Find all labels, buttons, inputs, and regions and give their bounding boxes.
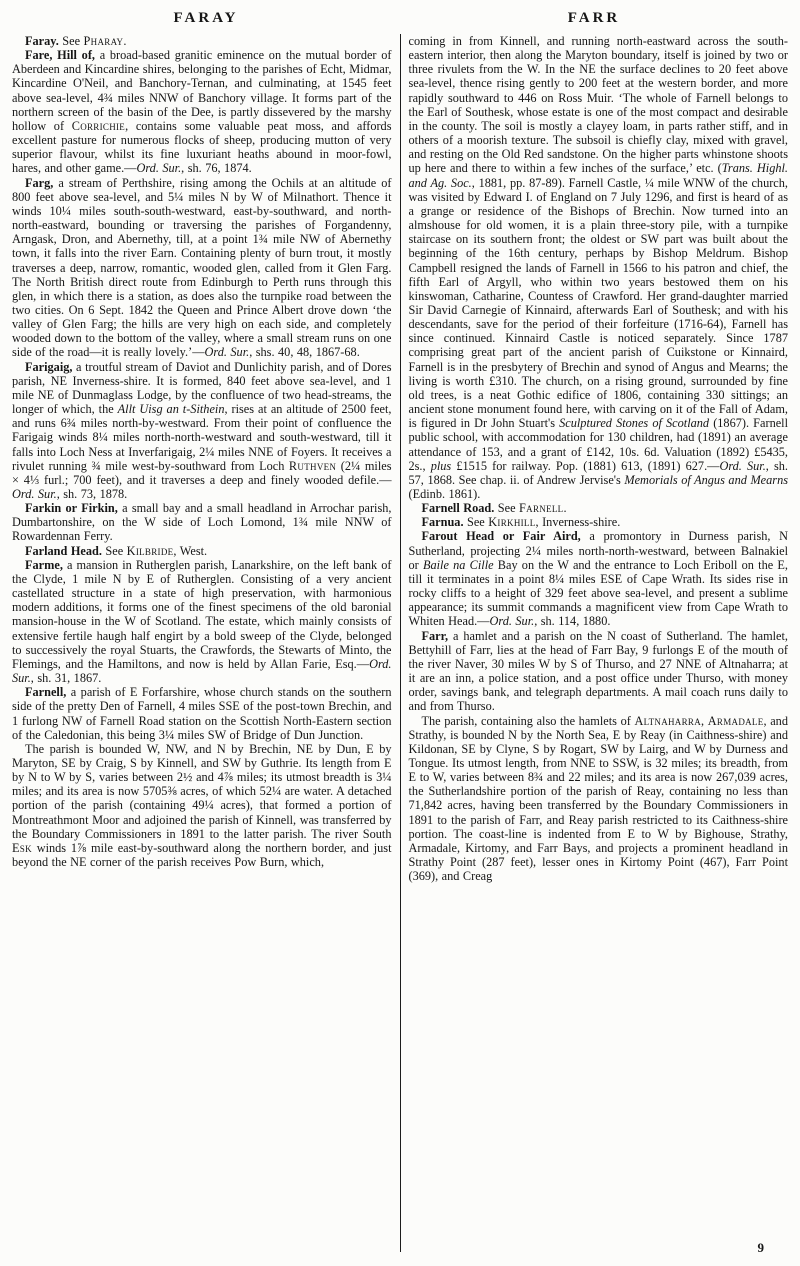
entry-paragraph: Farigaig, a troutful stream of Daviot and Dunlichity parish, and of Dores parish, NE Inverness-shire. It is formed, 840 feet above sea-level, and 1 mile NE of Dunmaglass Lodge, by the confluence of two head-streams, the longer of which, the Allt Uisg an t-Sithein, rises at an altitude of 2500 feet, and runs 6¾ miles north-by-westward. From their point of confluence the Farigaig winds 8¼ miles north-north-westward and south-westward, till it falls into Loch Ness at Inverfarigaig, 2¼ miles NNE of Foyers. It receives a rivulet running ¾ mile west-by-southward from Loch Ruthven (2¼ miles × 4⅓ furl.; 700 feet), and it traverses a deep and finely wooded defile.—Ord. Sur., sh. 73, 1878. bbox=[12, 359, 392, 501]
entry-paragraph: Farkin or Firkin, a small bay and a small headland in Arrochar parish, Dumbartonshire, on the W side of Loch Lomond, 1¾ mile NNW of Rowardennan Ferry. bbox=[12, 501, 392, 544]
entry-paragraph: Farland Head. See Kilbride, West. bbox=[25, 543, 208, 558]
entry-paragraph: coming in from Kinnell, and running north-eastward across the south-eastern interior, then along the Maryton boundary, itself is joined by two or three rivulets from the W. In the NE the surface declines to 20 feet above sea-level, thence rising gently to 200 feet at the western border, and more rapidly southward to 446 on Ross Muir. ‘The whole of Farnell belongs to the Earl of Southesk, whose estate is one of the most compact and desirable in the county. The soil is mostly a clayey loam, in parts rather stiff, and in others of a moorish texture. The subsoil is chiefly clay, mixed with gravel, and resting on the Old Red sandstone. On the higher parts whinstone shoots up here and there to within a few inches of the surface,’ etc. (Trans. Highl. and Ag. Soc., 1881, pp. 87-89). Farnell Castle, ¼ mile WNW of the church, was visited by Edward I. of England on 7 July 1296, and first is heard of as a grange or residence of the Bishops of Brechin. Now turned into an almshouse for old women, it is a plain three-story pile, with a turnpike staircase on its southern front; the oldest or SW part was built about the beginning of the 16th century, perhaps by Bishop Meldrum. Bishop Campbell resigned the lands of Farnell in 1566 to his patron and chief, the fifth Earl of Argyll, who within two years bestowed them on his kinswoman, Catharine, Countess of Crawford. Her grand-daughter married Sir David Carnegie of Kinnaird, afterwards Earl of Southesk; and with his descendants, save for the period of their forfeiture (1716-64), Farnell has since continued. Kinnaird Castle is noticed separately. Since 1787 comprising great part of the ancient parish of Cuikstone or Kinnaird, Farnell is in the presbytery of Brechin and synod of Angus and Mearns; the living is worth £310. The church, on a rising ground, surrounded by fine old trees, is a neat Gothic edifice of 1806, containing 330 sittings; an ancient stone monument found here, with carving on it of the Fall of Adam, is figured in Dr John Stuart's Sculptured Stones of Scotland (1867). Farnell public school, with accommodation for 130 children, had (1891) an average attendance of 153, and a grant of £142, 10s. 6d. Valuation (1892) £5435, 2s., plus £1515 for railway. Pop. (1881) 613, (1891) 627.—Ord. Sur., sh. 57, 1868. See chap. ii. of Andrew Jervise's Memorials of Angus and Mearns (Edinb. 1861). bbox=[408, 34, 788, 501]
entry-paragraph: Farme, a mansion in Rutherglen parish, Lanarkshire, on the left bank of the Clyde, 1 mile N by E of Rutherglen. Consisting of a very ancient castellated structure in a state of high preservation, with harmonious modern additions, it forms one of the finest specimens of the old baronial mansion-house in the W of Scotland. The estate, which mainly consists of extensive fertile haugh half engirt by a bold sweep of the Clyde, belonged to successively the royal Stuarts, the Crawfords, the Stewarts of Minto, the Flemings, and the Hamiltons, and now is held by Allan Farie, Esq.—Ord. Sur., sh. 31, 1867. bbox=[12, 557, 392, 686]
entry-paragraph: Farg, a stream of Perthshire, rising among the Ochils at an altitude of 800 feet above sea-level, and 5¼ miles N by W of Milnathort. Thence it winds 10¼ miles south-south-westward, east-by-southward, and north-north-eastward, bounding or traversing the parishes of Forgandenny, Arngask, Dron, and Abernethy, till, at a point 1¾ mile NW of Abernethy town, it falls into the river Earn. Containing plenty of burn trout, it mostly traverses a deep, narrow, romantic, wooded glen, called from it Glen Farg. The North British direct route from Edinburgh to Perth runs through this glen, in which there is a station, as does also the turnpike road between the two cities. On 6 Sept. 1842 the Queen and Prince Albert drove down ‘the valley of Glen Farg; the hills are very high on each side, and completely wooded down to the bottom of the valley, where a small stream runs on one side of the road—it is really lovely.’—Ord. Sur., shs. 40, 48, 1867-68. bbox=[12, 175, 392, 360]
column-right bbox=[401, 34, 789, 1252]
running-head-left: FARAY bbox=[173, 10, 239, 26]
entry-paragraph: Farnua. See Kirkhill, Inverness-shire. bbox=[421, 515, 621, 530]
entry-paragraph: Farout Head or Fair Aird, a promontory in Durness parish, N Sutherland, projecting 2¼ miles north-north-westward, between Balnakiel or Baile na Cille Bay on the W and the entrance to Loch Eriboll on the E, till it terminates in a point 8¼ miles ESE of Cape Wrath. Its sides rise in rocky cliffs to a height of 329 feet above sea-level, and present a sublime appearance; its summit commands a magnificent view from Cape Wrath to Whiten Head.—Ord. Sur., sh. 114, 1880. bbox=[408, 529, 788, 629]
column-left bbox=[12, 34, 400, 1252]
running-heads bbox=[12, 10, 788, 27]
page-number: 9 bbox=[757, 1240, 764, 1255]
text-columns bbox=[12, 34, 788, 1252]
entry-paragraph: The parish, containing also the hamlets of Altnaharra, Armadale, and Strathy, is bounded N by the North Sea, E by Reay (in Caithness-shire) and Kildonan, SE by Clyne, S by Rogart, SW by Lairg, and W by Durness and Tongue. Its utmost length, from NNE to SSW, is 32 miles; its breadth, from E to W, varies between 8¾ and 22 miles; and its area is now 267,039 acres, the Sutherlandshire portion of the parish of Reay, containing no less than 71,842 acres, having been transferred by the Boundary Commissioners in 1891 to the parish of Farr, and Reay parish restricted to its Caithness-shire portion. The coast-line is indented from E to W by Bighouse, Strathy, Armadale, Kirtomy, and Farr Bays, and projects a prominent headland in Strathy Point (287 feet), lesser ones in Kirtomy Point (467), Farr Point (369), and Creag bbox=[408, 713, 788, 884]
entry-paragraph: Faray. See Pharay. bbox=[25, 34, 127, 48]
entry-paragraph: Farnell Road. See Farnell. bbox=[421, 501, 567, 516]
entry-paragraph: Farr, a hamlet and a parish on the N coast of Sutherland. The hamlet, Bettyhill of Farr, lies at the head of Farr Bay, 9 furlongs E of the mouth of the river Naver, 30 miles W by S of Thurso, and 27 NNE of Altnaharra; at it are an inn, a police station, and a post office under Thurso, with money order, savings bank, and telegraph departments. A mail coach runs daily to and from Thurso. bbox=[408, 628, 788, 714]
entry-paragraph: Farnell, a parish of E Forfarshire, whose church stands on the southern side of the pretty Den of Farnell, 4 miles SSE of the post-town Brechin, and 1 furlong NW of Farnell Road station on the Scottish North-Eastern section of the Caledonian, this being 3¼ miles SW of Bridge of Dun Junction. bbox=[12, 685, 392, 742]
running-head-right: FARR bbox=[567, 10, 621, 26]
entry-paragraph: The parish is bounded W, NW, and N by Brechin, NE by Dun, E by Maryton, SE by Craig, S by Kinnell, and SW by Guthrie. Its length from E by N to W by S, varies between 2½ and 4⅞ miles; its utmost breadth is 3¼ miles; and its area is now 5705⅜ acres, of which 52¼ are water. A detached portion of the parish (containing 49¼ acres), that formed a portion of Montreathmont Moor and adjoined the parish of Kinnell, was transferred by the Boundary Commissioners in 1891 to the latter parish. The river South Esk winds 1⅞ mile east-by-southward along the northern border, and just beyond the NE corner of the parish receives Pow Burn, which, bbox=[12, 741, 392, 870]
entry-paragraph: Fare, Hill of, a broad-based granitic eminence on the mutual border of Aberdeen and Kincardine shires, belonging to the parishes of Echt, Midmar, Kincardine O'Neil, and Banchory-Ternan, and culminating, at 1545 feet above sea-level, 4¾ miles NNW of Banchory village. It forms part of the northern screen of the basin of the Dee, is partly dissevered by the marshy hollow of Corrichie, contains some valuable peat moss, and affords excellent pasture for numerous flocks of sheep, producing mutton of very superior flavour, whilst its fine luxuriant heaths abound in moor-fowl, hares, and other game.—Ord. Sur., sh. 76, 1874. bbox=[12, 48, 392, 176]
